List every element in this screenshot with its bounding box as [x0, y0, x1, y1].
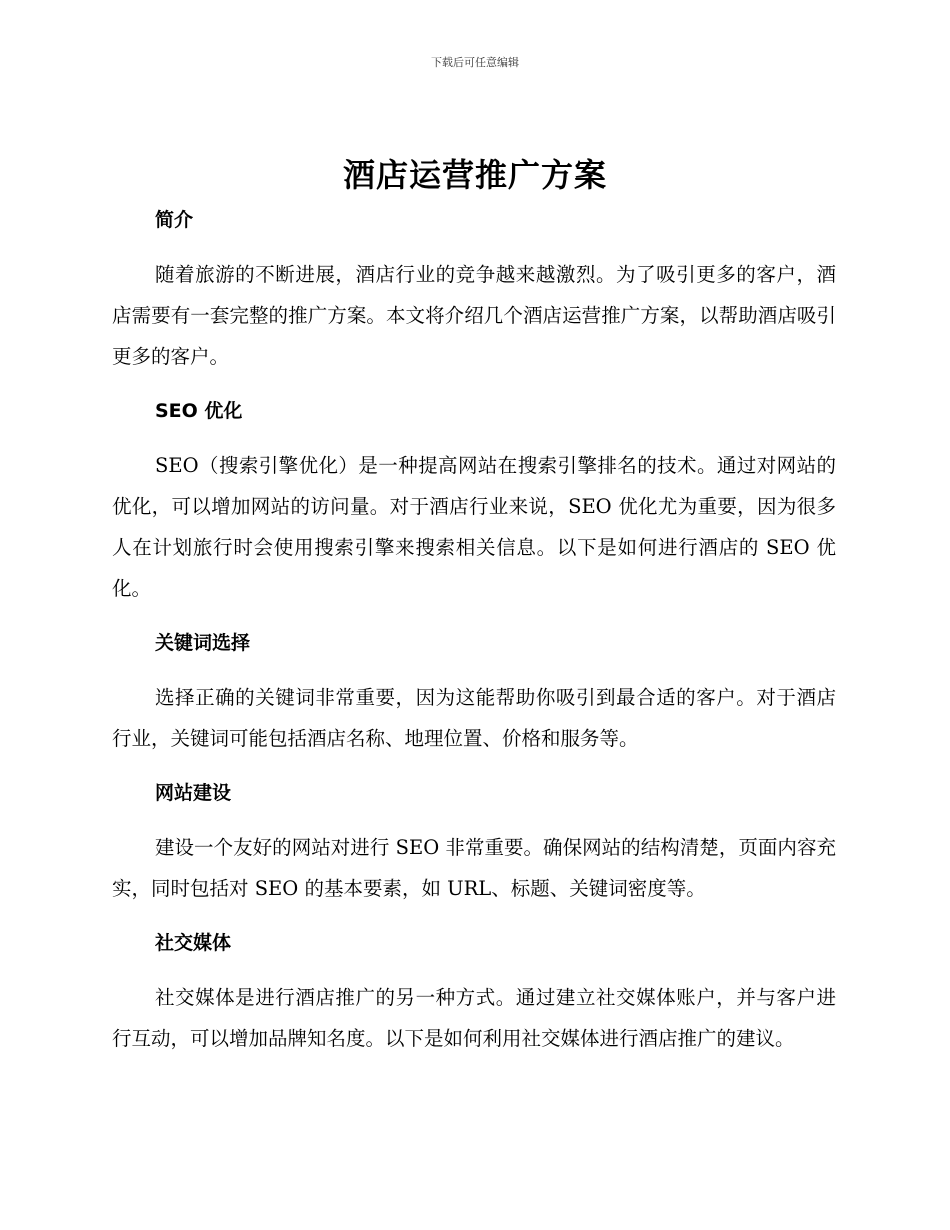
header-note: 下载后可任意编辑	[431, 56, 519, 69]
section-seo	[112, 397, 836, 609]
section-heading: SEO 优化	[155, 400, 243, 422]
section-heading: 简介	[155, 209, 194, 231]
section-heading: 关键词选择	[155, 632, 251, 654]
document-title: 酒店运营推广方案	[342, 156, 607, 194]
section-paragraph: 建设一个友好的网站对进行 SEO 非常重要。确保网站的结构清楚，页面内容充实，同时包括对 SEO 的基本要素，如 URL、标题、关键词密度等。	[112, 836, 836, 900]
section-paragraph: 选择正确的关键词非常重要，因为这能帮助你吸引到最合适的客户。对于酒店行业，关键词可能包括酒店名称、地理位置、价格和服务等。	[112, 686, 836, 750]
section-keywords	[112, 629, 836, 759]
section-heading: 社交媒体	[155, 932, 232, 954]
section-heading: 网站建设	[155, 782, 232, 804]
section-paragraph: 随着旅游的不断进展，酒店行业的竞争越来越激烈。为了吸引更多的客户，酒店需要有一套完整的推广方案。本文将介绍几个酒店运营推广方案，以帮助酒店吸引更多的客户。	[112, 263, 836, 368]
section-paragraph: SEO（搜索引擎优化）是一种提高网站在搜索引擎排名的技术。通过对网站的优化，可以增加网站的访问量。对于酒店行业来说，SEO 优化尤为重要，因为很多人在计划旅行时会使用搜索引擎来搜索相关信息。以下是如何进行酒店的 SEO 优化。	[112, 454, 836, 600]
section-website	[112, 779, 836, 909]
section-intro	[112, 206, 836, 377]
document-body	[112, 206, 836, 1079]
section-social-media	[112, 929, 836, 1059]
section-paragraph: 社交媒体是进行酒店推广的另一种方式。通过建立社交媒体账户，并与客户进行互动，可以增加品牌知名度。以下是如何利用社交媒体进行酒店推广的建议。	[112, 986, 836, 1050]
